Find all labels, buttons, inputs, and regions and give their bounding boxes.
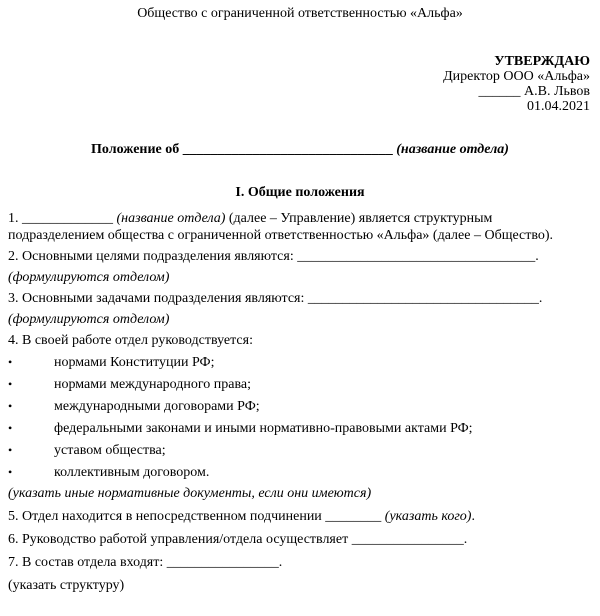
paragraph-5-period: . <box>471 509 475 524</box>
paragraph-6-period: . <box>463 532 468 547</box>
bullet-icon: • <box>8 355 13 369</box>
bullet-icon: • <box>8 443 13 457</box>
document-title <box>8 141 592 158</box>
approval-role: Директор ООО «Альфа» <box>443 69 590 84</box>
list-item-text: нормами международного права; <box>54 377 252 392</box>
paragraph-2-note: (формулируются отделом) <box>8 270 170 285</box>
paragraph-6 <box>8 531 592 548</box>
paragraph-2-text: 2. Основными целями подразделения являются: <box>8 249 294 264</box>
paragraph-7 <box>8 554 592 571</box>
paragraph-6-blank: ________________ <box>351 532 464 547</box>
paragraph-7-text: 7. В состав отдела входят: <box>8 555 164 570</box>
signature-blank: ______ <box>478 84 521 99</box>
list-item-text: международными договорами РФ; <box>54 399 260 414</box>
paragraph-3 <box>8 290 592 307</box>
paragraph-1-blank: _____________ <box>22 211 113 226</box>
paragraph-1 <box>8 210 592 244</box>
list-item <box>8 398 592 415</box>
paragraph-7-blank: ________________ <box>166 555 279 570</box>
paragraph-1-text: (далее – Управление) является структурным подразделением общества с ограниченной ответственностью «Альфа» (далее – Общество). <box>8 211 554 243</box>
paragraph-5-hint: (указать кого) <box>384 509 472 524</box>
list-item <box>8 376 592 393</box>
paragraph-7-period: . <box>278 555 283 570</box>
paragraph-1-number: 1. <box>8 211 19 226</box>
approval-date: 01.04.2021 <box>527 99 590 114</box>
document-title-blank: ______________________________ <box>182 142 393 157</box>
approval-stamp: УТВЕРЖДАЮ <box>494 54 590 69</box>
section-heading: I. Общие положения <box>235 185 365 200</box>
list-item-text: уставом общества; <box>54 443 166 458</box>
document-title-hint: (название отдела) <box>396 142 509 157</box>
paragraph-3-blank: _________________________________ <box>307 291 539 306</box>
paragraph-3-period: . <box>538 291 543 306</box>
paragraph-3-text: 3. Основными задачами подразделения являются: <box>8 291 305 306</box>
bullet-icon: • <box>8 465 13 479</box>
list-item <box>8 420 592 437</box>
list-item-text: федеральными законами и иными нормативно-правовыми актами РФ; <box>54 421 473 436</box>
approval-block <box>8 54 592 114</box>
bullet-icon: • <box>8 399 13 413</box>
document-title-prefix: Положение об <box>91 142 180 157</box>
paragraph-7-note: (указать структуру) <box>8 578 125 593</box>
list-item <box>8 354 592 371</box>
paragraph-5-text: 5. Отдел находится в непосредственном подчинении <box>8 509 322 524</box>
approval-signature-line <box>8 84 590 99</box>
list-item-text: нормами Конституции РФ; <box>54 355 215 370</box>
paragraph-4: 4. В своей работе отдел руководствуется: <box>8 333 253 348</box>
list-item <box>8 464 592 481</box>
company-title: Общество с ограниченной ответственностью «Альфа» <box>137 6 463 21</box>
paragraph-5 <box>8 508 592 525</box>
bullet-icon: • <box>8 377 13 391</box>
list-item <box>8 442 592 459</box>
paragraph-2-period: . <box>535 249 539 264</box>
paragraph-2-blank: __________________________________ <box>297 249 536 264</box>
paragraph-3-note: (формулируются отделом) <box>8 312 170 327</box>
approval-name: А.В. Львов <box>524 84 590 99</box>
paragraph-1-hint: (название отдела) <box>116 211 226 226</box>
paragraph-4-note: (указать иные нормативные документы, если они имеются) <box>8 486 372 501</box>
paragraph-5-blank: ________ <box>325 509 382 524</box>
list-item-text: коллективным договором. <box>54 465 210 480</box>
bullet-icon: • <box>8 421 13 435</box>
paragraph-2 <box>8 248 592 265</box>
guiding-documents-list <box>8 354 592 481</box>
paragraph-6-text: 6. Руководство работой управления/отдела осуществляет <box>8 532 349 547</box>
